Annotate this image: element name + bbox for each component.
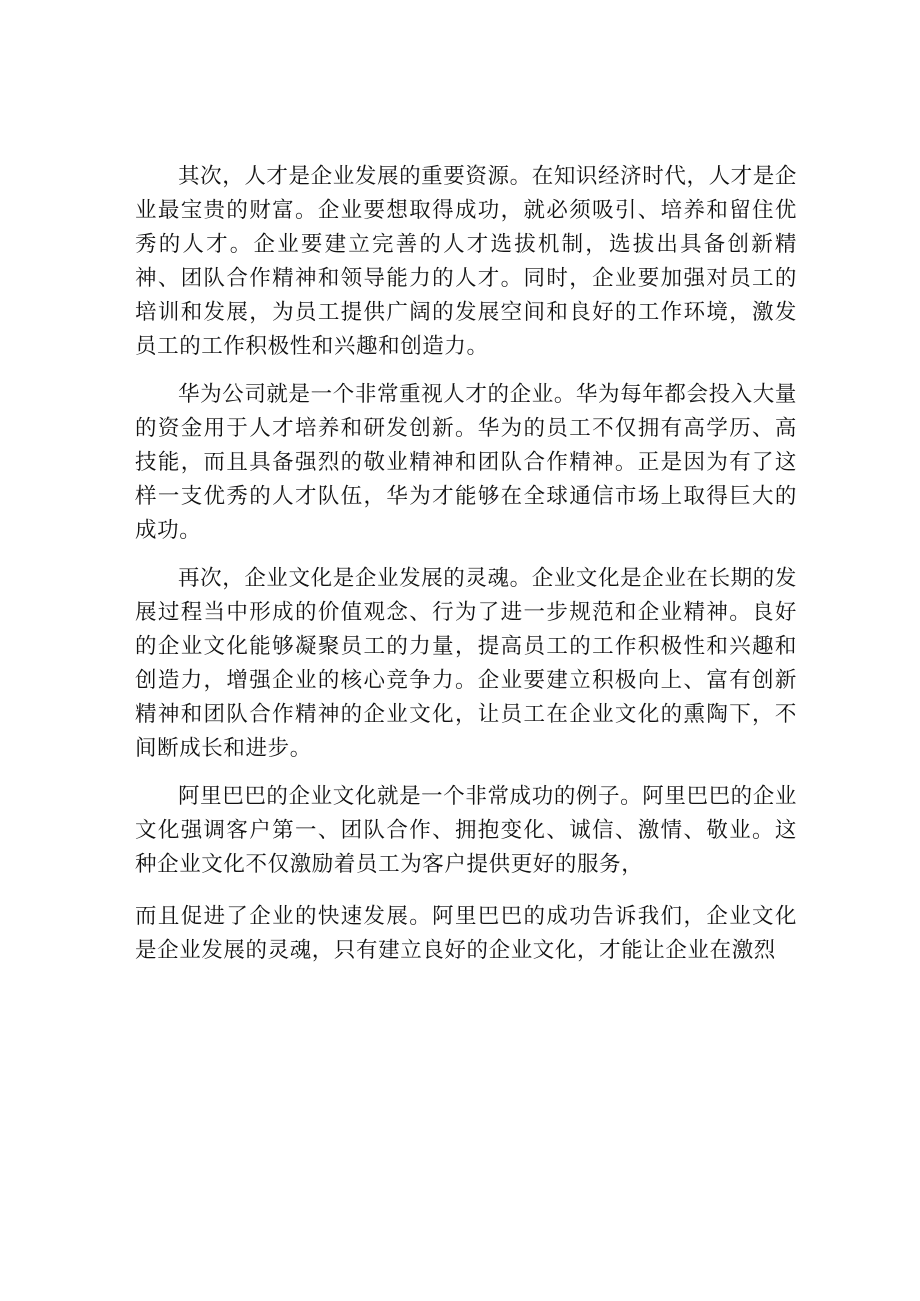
body-text xyxy=(135,160,797,982)
paragraph-huawei-example: 华为公司就是一个非常重视人才的企业。华为每年都会投入大量的资金用于人才培养和研发创新。华为的员工不仅拥有高学历、高技能，而且具备强烈的敬业精神和团队合作精神。正是因为有了这样一支优秀的人才队伍，华为才能够在全球通信市场上取得巨大的成功。 xyxy=(135,382,797,543)
paragraph-talent-resource: 其次，人才是企业发展的重要资源。在知识经济时代，人才是企业最宝贵的财富。企业要想取得成功，就必须吸引、培养和留住优秀的人才。企业要建立完善的人才选拔机制，选拔出具备创新精神、团队合作精神和领导能力的人才。同时，企业要加强对员工的培训和发展，为员工提供广阔的发展空间和良好的工作环境，激发员工的工作积极性和兴趣和创造力。 xyxy=(135,164,797,359)
paragraph-continuation: 而且促进了企业的快速发展。阿里巴巴的成功告诉我们，企业文化是企业发展的灵魂，只有建立良好的企业文化，才能让企业在激烈 xyxy=(135,904,797,963)
paragraph-alibaba-example: 阿里巴巴的企业文化就是一个非常成功的例子。阿里巴巴的企业文化强调客户第一、团队合作、拥抱变化、诚信、激情、敬业。这种企业文化不仅激励着员工为客户提供更好的服务， xyxy=(135,784,797,877)
paragraph-corporate-culture: 再次，企业文化是企业发展的灵魂。企业文化是企业在长期的发展过程当中形成的价值观念、行为了进一步规范和企业精神。良好的企业文化能够凝聚员工的力量，提高员工的工作积极性和兴趣和创造力，增强企业的核心竞争力。企业要建立积极向上、富有创新精神和团队合作精神的企业文化，让员工在企业文化的熏陶下，不间断成长和进步。 xyxy=(135,566,797,761)
